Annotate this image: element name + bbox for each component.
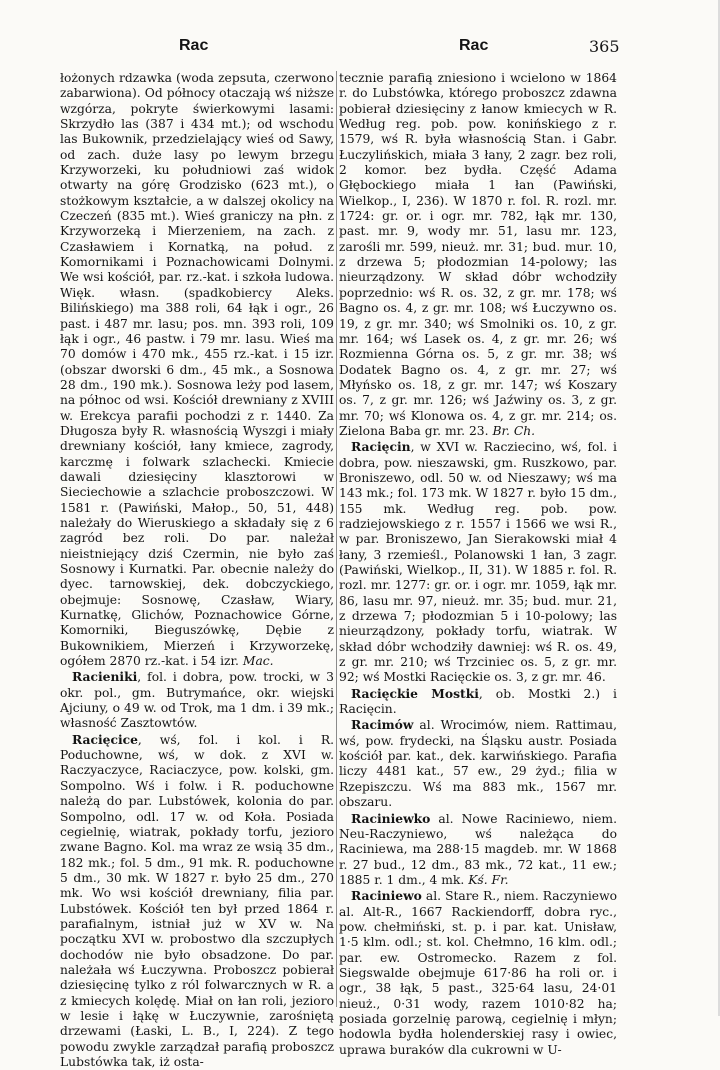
entry-headword: Raciniewo [351,888,422,904]
entry-headword: Racięckie Mostki [351,685,479,701]
entry-racimow [339,717,617,810]
left-column [60,71,334,1069]
entry-text: al. Wrocimów, niem. Rattimau, wś, pow. frydecki, na Śląsku austr. Posiada kościół par. kat., dek. karwińskiego. Parafia liczy 4481 kat., 57 ew., 29 żyd.; filia w Rzepiszczu. Wś ma 883 mk., 1567 mr. obszaru. [339,718,617,810]
entry-headword: Racimów [351,717,414,733]
paragraph-text: tecznie parafią zniesiono i wcielono w 1864 r. do Lubstówka, którego proboszcz zdawna pobierał dziesięciny z łanow kmiecych w R. Według reg. pob. pow. konińskiego z r. 1579, wś R. była własnością Stan. i Gabr. Łuczylińskich, miała 3 łany, 2 zagr. bez roli, 2 komor. bez bydła. Część Adama Głębockiego miała 1 łan (Pawiński, Wielkop., I, 236). W 1870 r. fol. R. rozl. mr. 1724: gr. or. i ogr. mr. 782, łąk mr. 130, past. mr. 9, wody mr. 51, lasu mr. 123, zarośli mr. 599, nieuż. mr. 31; bud. mur. 10, z drzewa 5; płodozmian 14-polowy; las nieurządzony. W skład dóbr wchodziły poprzednio: wś R. os. 32, z gr. mr. 178; wś Bagno os. 4, z gr. mr. 108; wś Łuczywno os. 19, z gr. mr. 340; wś Smolniki os. 10, z gr. mr. 164; wś Lasek os. 4, z gr. mr. 26; wś Rozmienna Górna os. 5, z gr. mr. 38; wś Dodatek Bagno os. 4, z gr. mr. 27; wś Młyńsko os. 18, z gr. mr. 147; wś Koszary os. 7, z gr. mr. 126; wś Jaźwiny os. 3, z gr. mr. 70; wś Klonowa os. 4, z gr. mr. 214; os. Zielona Baba gr. mr. 23. [339,71,617,438]
running-head-right: Rac [459,37,489,54]
entry-text: , w XVI w. Racziecino, wś, fol. i dobra, pow. nieszawski, gm. Ruszkowo, par. Broniszewo, odl. 50 w. od Nieszawy; wś ma 143 mk.; fol. 173 mk. W 1827 r. było 15 dm., 155 mk. Według reg. pob. pow. radziejowskiego z r. 1557 i 1566 we wsi R., w par. Broniszewo, Jan Sierakowski miał 4 łany, 3 rzemieśl., Polanowski 1 łan, 3 zagr. (Pawiński, Wielkop., II, 31). W 1885 r. fol. R. rozl. mr. 1277: gr. or. i ogr. mr. 1059, łąk mr. 86, lasu mr. 97, nieuż. mr. 35; bud. mur. 21, z drzewa 7; płodozmian 5 i 10-polowy; las nieurządzony, pokłady torfu, wiatrak. W skład dóbr wchodziły dawniej: wś R. os. 49, z gr. mr. 210; wś Trzciniec os. 5, z gr. mr. 92; wś Mostki Racięckie os. 3, z gr. mr. 46. [339,440,617,685]
entry-racieckie-mostki [339,686,617,718]
entry-text: , fol. i dobra, pow. trocki, w 3 okr. pol., gm. Butrymańce, okr. wiejski Ajciuny, o 49 w. od Trok, ma 1 dm. i 39 mk.; własność Zasztowtów. [60,670,334,731]
entry-text: al. Nowe Raciniewo, niem. Neu-Raczyniewo, wś należąca do Raciniewa, ma 288·15 magdeb. mr. W 1868 r. 27 bud., 12 dm., 83 mk., 72 kat., 11 ew.; 1885 r. 1 dm., 4 mk. [339,811,617,887]
entry-headword: Racięcice [72,731,138,747]
entry-text: , wś, fol. i kol. i R. Poduchowne, wś, w dok. z XVI w. Raczyaczyce, Raciaczyce, pow. kolski, gm. Sompolno. Wś i folw. i R. poduchowne należą do par. Lubstówek, kolonia do par. Sompolno, odl. 17 w. od Koła. Posiada cegielnię, wiatrak, pokłady torfu, jezioro zwane Bagno. Kol. ma wraz ze wsią 35 dm., 182 mk.; fol. 5 dm., 91 mk. R. poduchowne 5 dm., 30 mk. W 1827 r. było 25 dm., 270 mk. Wo wsi kościół drewniany, filia par. Lubstówek. Kościół ten był przed 1864 r. parafialnym, istniał już w XV w. Na początku XVI w. probostwo dla szczupłych dochodów nie było obsadzone. Do par. należała wś Łuczywna. Proboszcz pobierał dziesięcinę tylko z ról folwarcznych w R. a z kmiecych kolędę. Miał on łan roli, jezioro w lesie i łąkę w Łuczywnie, zarośniętą drzewami (Łaski, L. B., I, 224). Z tego powodu zwykle zarządzał parafią proboszcz Lubstówka tak, iż osta- [60,732,334,1069]
entry-headword: Raciniewko [351,810,431,826]
author-signature: Mac. [242,654,274,669]
column-divider [336,71,337,1007]
entry-racieniki [60,669,334,731]
continued-paragraph [60,71,334,669]
entry-raciecin [339,439,617,686]
continued-paragraph [339,71,617,439]
running-head-left: Rac [179,37,209,54]
author-signature: Br. Ch. [492,423,536,438]
entry-raciniewko [339,811,617,889]
right-column [339,71,617,1057]
entry-raciniewo [339,888,617,1058]
entry-headword: Racięcin [351,439,411,455]
page-number: 365 [589,37,620,56]
paragraph-text: łożonych rdzawka (woda zepsuta, czerwono zabarwiona). Od północy otaczają wś niższe wzgórza, pokryte świerkowymi lasami: Skrzydło las (387 i 434 mt.); od wschodu las Bukownik, przedzielający wieś od Sawy, od zach. duże lasy po lewym brzegu Krzyworzeki, ku południowi zaś widok otwarty na górę Grodzisko (623 mt.), o stożkowym kształcie, a w dalszej okolicy na Czeczeń (835 mt.). Wieś graniczy na płn. z Krzyworzeką i Mierzeniem, na zach. z Czasławiem i Kornatką, na połud. z Komornikami i Poznachowicami Dolnymi. We wsi kościół, par. rz.-kat. i szkoła ludowa. Więk. własn. (spadkobiercy Aleks. Bilińskiego) ma 388 roli, 64 łąk i ogr., 26 past. i 487 mr. lasu; pos. mn. 393 roli, 109 łąk i ogr., 46 pastw. i 79 mr. lasu. Wieś ma 70 domów i 470 mk., 455 rz.-kat. i 15 izr. (obszar dworski 6 dm., 45 mk., a Sosnowa 28 dm., 190 mk.). Sosnowa leży pod lasem, na północ od wsi. Kościół drewniany z XVIII w. Erekcya parafii pochodzi z r. 1440. Za Długosza były R. własnością Wyszgi i miały drewniany kościół, łany kmiece, zagrody, karczmę i folwark szlachecki. Kmiecie dawali dziesięciny klasztorowi w Sieciechowie a szlachcie proboszczowi. W 1581 r. (Pawiński, Małop., 50, 51, 448) należały do Wieruskiego a składały się z 6 zagród bez roli. Do par. należał nieistniejący dziś Czermin, nie było zaś Sosnowy i Kurnatki. Par. obecnie należy do dyec. tarnowskiej, dek. dobczyckiego, obejmuje: Sosnowę, Czasław, Wiary, Kurnatkę, Glichów, Poznachowice Górne, Komorniki, Bieguszówkę, Dębie z Bukownikiem, Mierzeń i Krzyworzekę, ogółem 2870 rz.-kat. i 54 izr. [60,71,334,669]
running-header [0,37,720,59]
entry-headword: Racieniki [72,669,138,685]
entry-text: al. Stare R., niem. Raczyniewo al. Alt-R., 1667 Rackiendorff, dobra ryc., pow. chełmiński, st. p. i par. kat. Unisław, 1·5 klm. odl.; st. kol. Chełmno, 16 klm. odl.; par. ew. Ostromecko. Razem z fol. Siegswalde obejmuje 617·86 ha roli or. i ogr., 38 łąk, 5 past., 325·64 lasu, 24·01 nieuż., 0·31 wody, razem 1010·82 ha; posiada gorzelnię parową, cegielnię i młyn; hodowla bydła holenderskiej rasy i owiec, uprawa buraków dla cukrowni w U- [339,889,617,1057]
entry-text: , ob. Mostki 2.) i Racięcin. [339,686,617,717]
entry-raciecice [60,732,334,1070]
author-signature: Kś. Fr. [468,872,509,887]
